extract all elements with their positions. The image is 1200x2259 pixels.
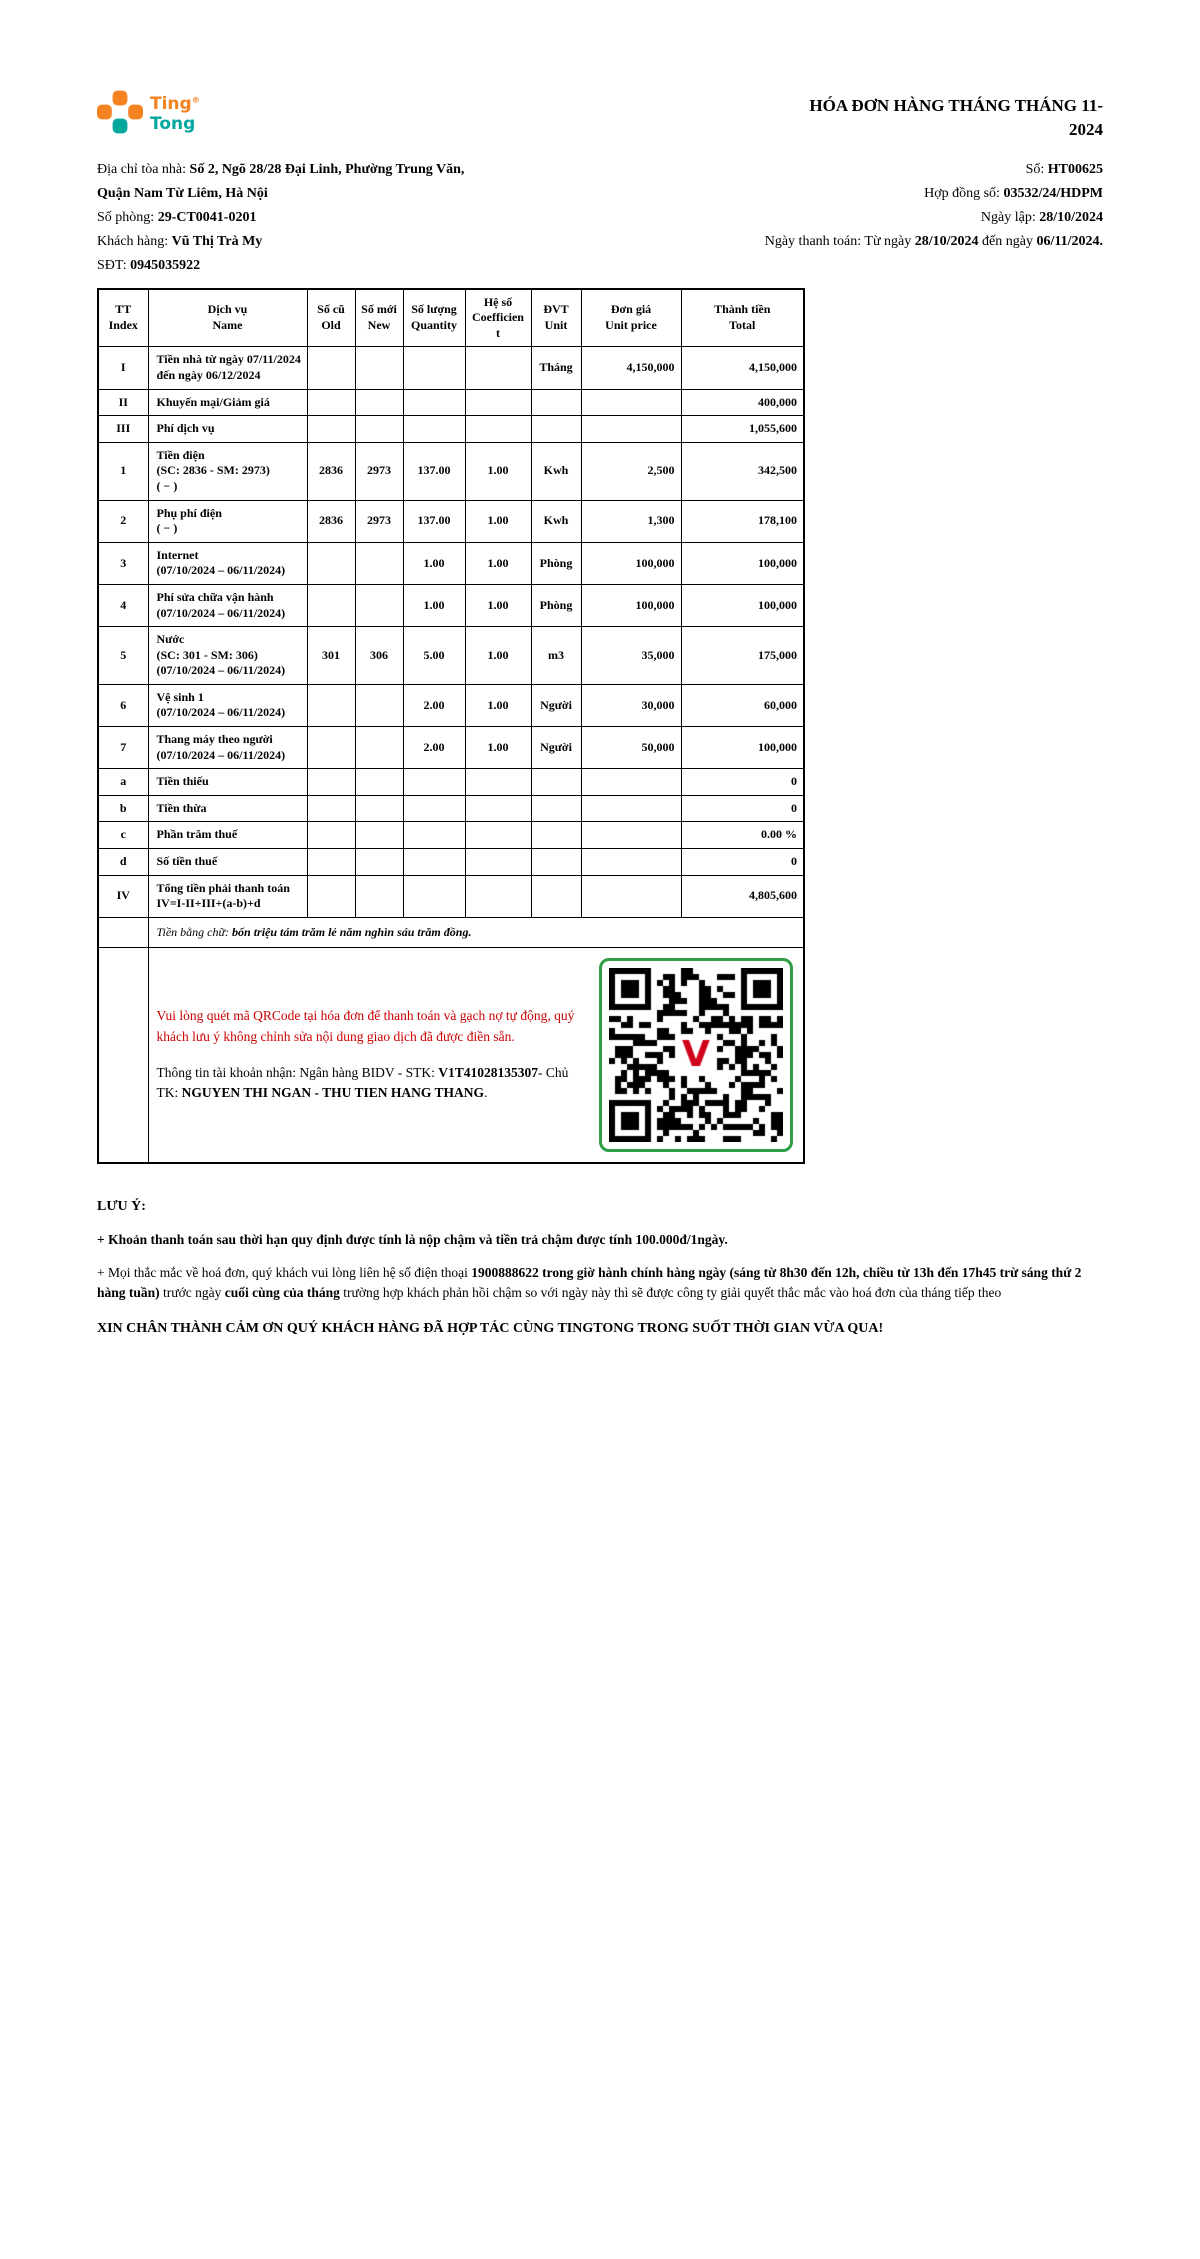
cell-unit-price: 100,000 xyxy=(581,542,681,584)
cell-unit-price xyxy=(581,795,681,822)
column-header xyxy=(403,289,465,347)
cell-line: đến ngày 06/12/2024 xyxy=(156,367,261,382)
text-segment: Vũ Thị Trà My xyxy=(171,233,263,249)
cell-index: I xyxy=(98,347,148,389)
column-header xyxy=(98,289,148,347)
charges-table xyxy=(97,288,805,1164)
invoice-header xyxy=(97,90,1103,142)
cell-unit xyxy=(531,389,581,416)
cell-coefficient: 1.00 xyxy=(465,542,531,584)
cell-new-reading xyxy=(355,684,403,726)
cell-quantity xyxy=(403,769,465,796)
cell-total: 4,150,000 xyxy=(681,347,804,389)
cell-quantity: 1.00 xyxy=(403,542,465,584)
meta-line-left xyxy=(97,254,673,278)
cell-service-name xyxy=(148,875,307,917)
cell-coefficient: 1.00 xyxy=(465,584,531,626)
cell-old-reading: 2836 xyxy=(307,500,355,542)
meta-line-left xyxy=(97,206,673,230)
cell-total: 60,000 xyxy=(681,684,804,726)
cell-old-reading xyxy=(307,849,355,876)
cell-old-reading xyxy=(307,584,355,626)
charge-row xyxy=(98,442,804,500)
cell-old-reading xyxy=(307,416,355,443)
column-header xyxy=(581,289,681,347)
cell-unit-price: 50,000 xyxy=(581,727,681,769)
qr-code-image xyxy=(609,968,783,1142)
cell-unit: Người xyxy=(531,727,581,769)
cell-index: III xyxy=(98,416,148,443)
cell-service-name xyxy=(148,389,307,416)
cell-total: 1,055,600 xyxy=(681,416,804,443)
cell-unit-price: 100,000 xyxy=(581,584,681,626)
column-header xyxy=(307,289,355,347)
cell-index: IV xyxy=(98,875,148,917)
text-segment: Ngày thanh toán: Từ ngày xyxy=(764,233,915,249)
text-segment: Khách hàng: xyxy=(97,233,172,249)
cell-new-reading xyxy=(355,795,403,822)
cell-line: (07/10/2024 – 06/11/2024) xyxy=(156,605,286,620)
cell-line: Vệ sinh 1 xyxy=(156,689,204,704)
cell-new-reading xyxy=(355,822,403,849)
logo-wordmark xyxy=(150,95,200,134)
cell-coefficient: 1.00 xyxy=(465,500,531,542)
text-segment: Hợp đồng số: xyxy=(924,185,1004,201)
registered-mark: ® xyxy=(191,95,200,105)
cell-unit: Phòng xyxy=(531,584,581,626)
cell-new-reading xyxy=(355,347,403,389)
amount-words-label: Tiền bằng chữ: xyxy=(156,924,233,939)
header-line-en: Old xyxy=(321,317,341,332)
cell-line: (07/10/2024 – 06/11/2024) xyxy=(156,705,286,720)
cell-total: 0 xyxy=(681,795,804,822)
text-segment: 03532/24/HDPM xyxy=(1003,185,1103,201)
text-segment: + Mọi thắc mắc về hoá đơn, quý khách vui lòng liên hệ số điện thoại xyxy=(97,1265,472,1281)
cell-total: 175,000 xyxy=(681,627,804,685)
cell-coefficient: 1.00 xyxy=(465,442,531,500)
cell-unit: Phòng xyxy=(531,542,581,584)
notes-title: LƯU Ý: xyxy=(97,1198,146,1214)
cell-new-reading xyxy=(355,769,403,796)
payment-qr-code xyxy=(599,958,793,1152)
cell-unit: Người xyxy=(531,684,581,726)
text-segment: cuối cùng của tháng xyxy=(224,1285,340,1301)
meta-line-left xyxy=(97,182,673,206)
cell-line: Tiền thiếu xyxy=(156,774,209,789)
text-segment: Thông tin tài khoản nhận: Ngân hàng BIDV - STK: xyxy=(156,1064,439,1080)
cell-unit-price xyxy=(581,875,681,917)
meta-line-right xyxy=(673,230,1103,254)
cell-line: Thang máy theo người xyxy=(156,732,273,747)
text-segment: 28/10/2024 xyxy=(914,233,979,249)
column-header xyxy=(681,289,804,347)
text-segment: 28/10/2024 xyxy=(1039,209,1103,225)
cell-coefficient xyxy=(465,849,531,876)
cell-quantity: 2.00 xyxy=(403,727,465,769)
header-line-en: Unit xyxy=(544,317,568,332)
cell-index: 4 xyxy=(98,584,148,626)
column-header xyxy=(531,289,581,347)
cell-service-name xyxy=(148,849,307,876)
cell-line: Tiền thừa xyxy=(156,800,207,815)
cell-old-reading xyxy=(307,347,355,389)
text-segment: Số 2, Ngõ 28/28 Đại Linh, Phường Trung Văn, xyxy=(189,161,465,177)
cell-line: Phụ phí điện xyxy=(156,505,222,520)
charge-row xyxy=(98,542,804,584)
text-segment: trường hợp khách phản hồi chậm so với ngày này thì sẽ được công ty giải quyết thắc mắc vào hoá đơn của tháng tiếp theo xyxy=(339,1285,1002,1301)
cell-line: Nước xyxy=(156,632,185,647)
charge-row xyxy=(98,627,804,685)
column-header xyxy=(355,289,403,347)
cell-unit xyxy=(531,769,581,796)
text-segment: 29-CT0041-0201 xyxy=(157,209,257,225)
cell-total: 4,805,600 xyxy=(681,875,804,917)
text-segment: V1T41028135307 xyxy=(438,1064,538,1080)
text-segment: Ngày lập: xyxy=(980,209,1040,225)
cell-index: a xyxy=(98,769,148,796)
tingtong-plus-icon xyxy=(97,90,143,139)
cell-index: 6 xyxy=(98,684,148,726)
cell-quantity: 2.00 xyxy=(403,684,465,726)
charge-row xyxy=(98,584,804,626)
cell-index: d xyxy=(98,849,148,876)
cell-service-name xyxy=(148,416,307,443)
header-line-vi: Số lượng xyxy=(411,302,457,317)
text-segment: . xyxy=(484,1085,488,1101)
cell-coefficient xyxy=(465,416,531,443)
header-line-vi: Dịch vụ xyxy=(207,302,248,317)
cell-coefficient: 1.00 xyxy=(465,684,531,726)
text-segment: 0945035922 xyxy=(130,257,201,273)
cell-total: 100,000 xyxy=(681,584,804,626)
cell-line: Khuyến mại/Giảm giá xyxy=(156,394,270,409)
cell-total: 400,000 xyxy=(681,389,804,416)
cell-old-reading xyxy=(307,795,355,822)
cell-total: 100,000 xyxy=(681,727,804,769)
cell-service-name xyxy=(148,584,307,626)
header-line-vi: Hệ số xyxy=(483,294,513,309)
charge-row xyxy=(98,795,804,822)
text-segment: 06/11/2024. xyxy=(1036,233,1103,249)
footer-notes xyxy=(97,1196,1103,1339)
cell-old-reading xyxy=(307,769,355,796)
cell-line: (SC: 301 - SM: 306) xyxy=(156,647,258,662)
meta-right-column xyxy=(673,158,1103,278)
header-line-en: Quantity xyxy=(410,317,457,332)
qr-flex-container xyxy=(149,958,794,1152)
cell-service-name xyxy=(148,442,307,500)
cell-unit xyxy=(531,822,581,849)
table-body xyxy=(98,347,804,917)
cell-unit: Tháng xyxy=(531,347,581,389)
meta-line-left xyxy=(97,158,673,182)
cell-service-name xyxy=(148,347,307,389)
cell-line: Phần trăm thuế xyxy=(156,827,238,842)
text-segment: Số phòng: xyxy=(97,209,158,225)
amount-in-words-row xyxy=(98,917,804,947)
cell-index: 1 xyxy=(98,442,148,500)
cell-new-reading xyxy=(355,849,403,876)
header-line-en: Total xyxy=(729,317,756,332)
text-segment: đến ngày xyxy=(978,233,1037,249)
header-line-vi: Số mới xyxy=(361,302,397,317)
cell-new-reading xyxy=(355,584,403,626)
cell-new-reading xyxy=(355,727,403,769)
logo-word-ting: Ting® xyxy=(150,93,200,114)
cell-quantity xyxy=(403,347,465,389)
amount-words-index-cell xyxy=(98,917,148,947)
cell-old-reading xyxy=(307,389,355,416)
charge-row xyxy=(98,347,804,389)
cell-new-reading: 2973 xyxy=(355,442,403,500)
header-line-en: Index xyxy=(108,317,138,332)
cell-unit: Kwh xyxy=(531,442,581,500)
invoice-meta xyxy=(97,158,1103,278)
cell-quantity: 137.00 xyxy=(403,442,465,500)
cell-service-name xyxy=(148,684,307,726)
cell-unit-price xyxy=(581,769,681,796)
logo-word-tong: Tong xyxy=(150,113,196,134)
charge-row xyxy=(98,416,804,443)
meta-line-right xyxy=(673,158,1103,182)
charge-row xyxy=(98,875,804,917)
header-line-en: Unit price xyxy=(605,317,657,332)
cell-new-reading xyxy=(355,416,403,443)
cell-index: II xyxy=(98,389,148,416)
cell-unit-price xyxy=(581,822,681,849)
cell-index: 2 xyxy=(98,500,148,542)
cell-line: Tiền điện xyxy=(156,447,205,462)
header-line-vi: Đơn giá xyxy=(610,302,652,317)
cell-total: 0 xyxy=(681,849,804,876)
table-footer-rows xyxy=(98,917,804,1163)
cell-old-reading xyxy=(307,542,355,584)
cell-new-reading xyxy=(355,542,403,584)
cell-new-reading: 306 xyxy=(355,627,403,685)
cell-service-name xyxy=(148,727,307,769)
cell-coefficient xyxy=(465,822,531,849)
cell-coefficient xyxy=(465,389,531,416)
cell-quantity xyxy=(403,849,465,876)
header-line-vi: Thành tiền xyxy=(714,302,771,317)
header-line-vi: ĐVT xyxy=(543,302,569,317)
text-segment: trước ngày xyxy=(159,1285,225,1301)
charge-row xyxy=(98,727,804,769)
cell-quantity xyxy=(403,875,465,917)
header-row xyxy=(98,289,804,347)
cell-old-reading xyxy=(307,875,355,917)
cell-total: 0.00 % xyxy=(681,822,804,849)
cell-line: Phí sửa chữa vận hành xyxy=(156,589,274,604)
cell-coefficient xyxy=(465,795,531,822)
header-line-vi: Số cũ xyxy=(317,302,345,317)
cell-service-name xyxy=(148,795,307,822)
meta-line-left xyxy=(97,230,673,254)
amount-in-words-cell xyxy=(148,917,804,947)
cell-service-name xyxy=(148,542,307,584)
cell-total: 178,100 xyxy=(681,500,804,542)
cell-service-name xyxy=(148,822,307,849)
cell-coefficient xyxy=(465,347,531,389)
cell-unit-price: 35,000 xyxy=(581,627,681,685)
cell-line: (SC: 2836 - SM: 2973) xyxy=(156,463,270,478)
cell-old-reading xyxy=(307,684,355,726)
charge-row xyxy=(98,684,804,726)
cell-service-name xyxy=(148,769,307,796)
cell-total: 342,500 xyxy=(681,442,804,500)
thank-you-message: XIN CHÂN THÀNH CẢM ƠN QUÝ KHÁCH HÀNG ĐÃ HỢP TÁC CÙNG TINGTONG TRONG SUỐT THỜI GIAN VỪA QUA! xyxy=(97,1320,884,1336)
text-segment: - Chủ TK: xyxy=(156,1064,569,1101)
cell-unit: m3 xyxy=(531,627,581,685)
charge-row xyxy=(98,822,804,849)
cell-quantity: 137.00 xyxy=(403,500,465,542)
cell-line: Số tiền thuế xyxy=(156,854,218,869)
cell-line: Internet xyxy=(156,547,199,562)
contact-note xyxy=(97,1263,1103,1304)
cell-line: Phí dịch vụ xyxy=(156,421,215,436)
column-header xyxy=(465,289,531,347)
cell-old-reading: 2836 xyxy=(307,442,355,500)
qr-row xyxy=(98,947,804,1163)
cell-quantity xyxy=(403,416,465,443)
cell-unit-price: 4,150,000 xyxy=(581,347,681,389)
cell-service-name xyxy=(148,500,307,542)
cell-unit xyxy=(531,416,581,443)
cell-line: (07/10/2024 – 06/11/2024) xyxy=(156,747,286,762)
header-line-en: Name xyxy=(212,317,243,332)
cell-old-reading xyxy=(307,822,355,849)
text-segment: HT00625 xyxy=(1047,161,1103,177)
qr-row-index-cell xyxy=(98,947,148,1163)
cell-quantity xyxy=(403,822,465,849)
charge-row xyxy=(98,389,804,416)
cell-unit xyxy=(531,875,581,917)
cell-unit-price: 30,000 xyxy=(581,684,681,726)
cell-quantity: 1.00 xyxy=(403,584,465,626)
amount-words-value: bốn triệu tám trăm lẻ năm nghìn sáu trăm đồng. xyxy=(232,924,472,939)
cell-index: 3 xyxy=(98,542,148,584)
cell-line: IV=I-II+III+(a-b)+d xyxy=(156,896,261,911)
qr-text-block xyxy=(149,1006,591,1103)
cell-index: b xyxy=(98,795,148,822)
cell-unit xyxy=(531,795,581,822)
cell-new-reading xyxy=(355,389,403,416)
cell-quantity xyxy=(403,389,465,416)
cell-unit-price xyxy=(581,416,681,443)
header-line-vi: TT xyxy=(115,302,132,317)
charge-row xyxy=(98,500,804,542)
cell-line: ( − ) xyxy=(156,521,178,536)
invoice-title: HÓA ĐƠN HÀNG THÁNG THÁNG 11-2024 xyxy=(809,96,1103,139)
cell-unit-price: 2,500 xyxy=(581,442,681,500)
cell-line: Tổng tiền phải thanh toán xyxy=(156,880,290,895)
header-line-en: New xyxy=(367,317,391,332)
header-line-en: Coefficient xyxy=(472,310,524,340)
bank-account-info xyxy=(157,1063,591,1104)
cell-line: Tiền nhà từ ngày 07/11/2024 xyxy=(156,352,301,367)
cell-service-name xyxy=(148,627,307,685)
text-segment: Địa chỉ tòa nhà: xyxy=(97,161,190,177)
text-segment: NGUYEN THI NGAN - THU TIEN HANG THANG xyxy=(181,1085,485,1101)
cell-total: 0 xyxy=(681,769,804,796)
text-segment: Số: xyxy=(1025,161,1048,177)
cell-index: 7 xyxy=(98,727,148,769)
cell-line: ( − ) xyxy=(156,478,178,493)
meta-line-right xyxy=(673,206,1103,230)
cell-old-reading xyxy=(307,727,355,769)
cell-coefficient: 1.00 xyxy=(465,727,531,769)
cell-unit-price: 1,300 xyxy=(581,500,681,542)
late-payment-note: + Khoản thanh toán sau thời hạn quy định được tính là nộp chậm và tiền trả chậm được tính 100.000đ/1ngày. xyxy=(97,1231,728,1247)
text-segment: Quận Nam Từ Liêm, Hà Nội xyxy=(97,185,268,201)
qr-payment-notice: Vui lòng quét mã QRCode tại hóa đơn để thanh toán và gạch nợ tự động, quý khách lưu ý không chỉnh sửa nội dung giao dịch đã được điền sẵn. xyxy=(156,1008,575,1044)
cell-new-reading xyxy=(355,875,403,917)
cell-unit-price xyxy=(581,849,681,876)
tingtong-logo xyxy=(97,90,200,139)
charge-row xyxy=(98,849,804,876)
cell-quantity: 5.00 xyxy=(403,627,465,685)
cell-unit: Kwh xyxy=(531,500,581,542)
cell-coefficient xyxy=(465,875,531,917)
column-header xyxy=(148,289,307,347)
cell-index: 5 xyxy=(98,627,148,685)
charge-row xyxy=(98,769,804,796)
qr-row-content-cell xyxy=(148,947,804,1163)
meta-left-column xyxy=(97,158,673,278)
cell-new-reading: 2973 xyxy=(355,500,403,542)
cell-line: (07/10/2024 – 06/11/2024) xyxy=(156,663,286,678)
cell-quantity xyxy=(403,795,465,822)
meta-line-right xyxy=(673,182,1103,206)
cell-line: (07/10/2024 – 06/11/2024) xyxy=(156,563,286,578)
cell-total: 100,000 xyxy=(681,542,804,584)
text-segment: SĐT: xyxy=(97,257,131,273)
cell-unit xyxy=(531,849,581,876)
text-segment: 1900888622 trong giờ hành chính hàng ngày (sáng từ 8h30 đến 12h, chiều từ 13h đến 17h45 trừ sáng thứ 2 hàng tuần) xyxy=(97,1265,1082,1301)
table-head xyxy=(98,289,804,347)
cell-unit-price xyxy=(581,389,681,416)
cell-index: c xyxy=(98,822,148,849)
cell-coefficient xyxy=(465,769,531,796)
cell-old-reading: 301 xyxy=(307,627,355,685)
cell-coefficient: 1.00 xyxy=(465,627,531,685)
